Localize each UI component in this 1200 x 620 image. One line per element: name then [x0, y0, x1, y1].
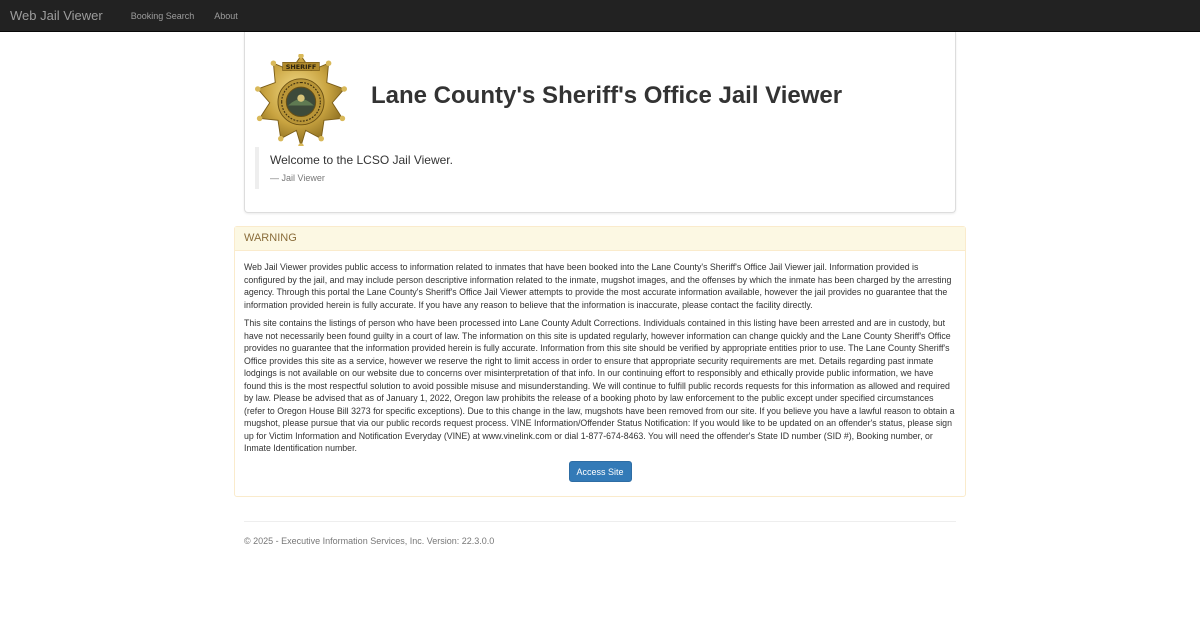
nav-about[interactable]: About	[214, 10, 238, 21]
top-navbar	[0, 0, 1200, 32]
nav-booking-search[interactable]: Booking Search	[130, 10, 195, 21]
brand-link[interactable]: Web Jail Viewer	[10, 8, 103, 23]
page-title: Lane County's Sheriff's Office Jail Viewer	[371, 82, 843, 109]
warning-body	[235, 251, 965, 492]
warning-paragraph-2: This site contains the listings of person who have been processed into Lane County Adult Corrections. Individuals contained in this listing have been arrested and are in custody, but have not necessarily been found guilty in a court of law. The information on this site is updated regularly, however information can change quickly and the Lane County Sheriff's Office provides no guarantee that the information provided herein is fully accurate. Information from this site should be verified by appropriate entities prior to use. The Lane County Sheriff's Office provides this site as a service, however we reserve the right to limit access in order to ensure that appropriate security requirements are met. Details regarding past inmate lodgings is not available on our website due to concerns over misinterpretation of that info. In our continuing effort to responsibly and ethically provide public information, we have found this is the most respectful solution to avoid possible misuse and misunderstanding. We will continue to fulfill public records requests for this information as allowed and required by law. Please be advised that as of January 1, 2022, Oregon law prohibits the release of a booking photo by law enforcement to the public except under specified circumstances (refer to Oregon House Bill 3273 for specific exceptions). Due to this change in the law, mugshots have been removed from our site. If you believe you have a lawful reason to obtain a mugshot, please pursue that via our public records request process. VINE Information/Offender Status Notification: If you would like to be updated on an offender's status, please sign up for Victim Information and Notification Everyday (VINE) at www.vinelink.com or dial 1-877-674-8463. You will need the offender's State ID number (SID #), Booking number, or Inmate Identification number.	[244, 318, 955, 453]
footer-divider	[244, 521, 956, 522]
header-jumbotron	[244, 32, 956, 213]
quote-source: — Jail Viewer	[270, 173, 325, 183]
warning-heading: WARNING	[235, 227, 965, 251]
access-site-button[interactable]: Access Site	[569, 461, 632, 482]
warning-panel	[234, 226, 966, 497]
welcome-quote	[255, 147, 555, 189]
footer-copyright: © 2025 - Executive Information Services, Inc. Version: 22.3.0.0	[244, 536, 495, 546]
quote-text: Welcome to the LCSO Jail Viewer.	[270, 153, 453, 167]
warning-paragraph-1: Web Jail Viewer provides public access to information related to inmates that have been booked into the Lane County's Sheriff's Office Jail Viewer jail. Information provided is configured by the jail, and may include person descriptive information related to the inmate, mugshot images, and the offenses by which the inmate has been charged by the arresting agency. Through this portal the Lane County's Sheriff's Office Jail Viewer attempts to provide the most accurate information available, however the jail provides no guarantee that the information provided herein is fully accurate. If you have any reason to believe that the information is inaccurate, please contact the facility directly.	[244, 262, 952, 310]
svg-text:SHERIFF: SHERIFF	[285, 63, 317, 72]
sheriff-badge-logo	[255, 54, 347, 146]
